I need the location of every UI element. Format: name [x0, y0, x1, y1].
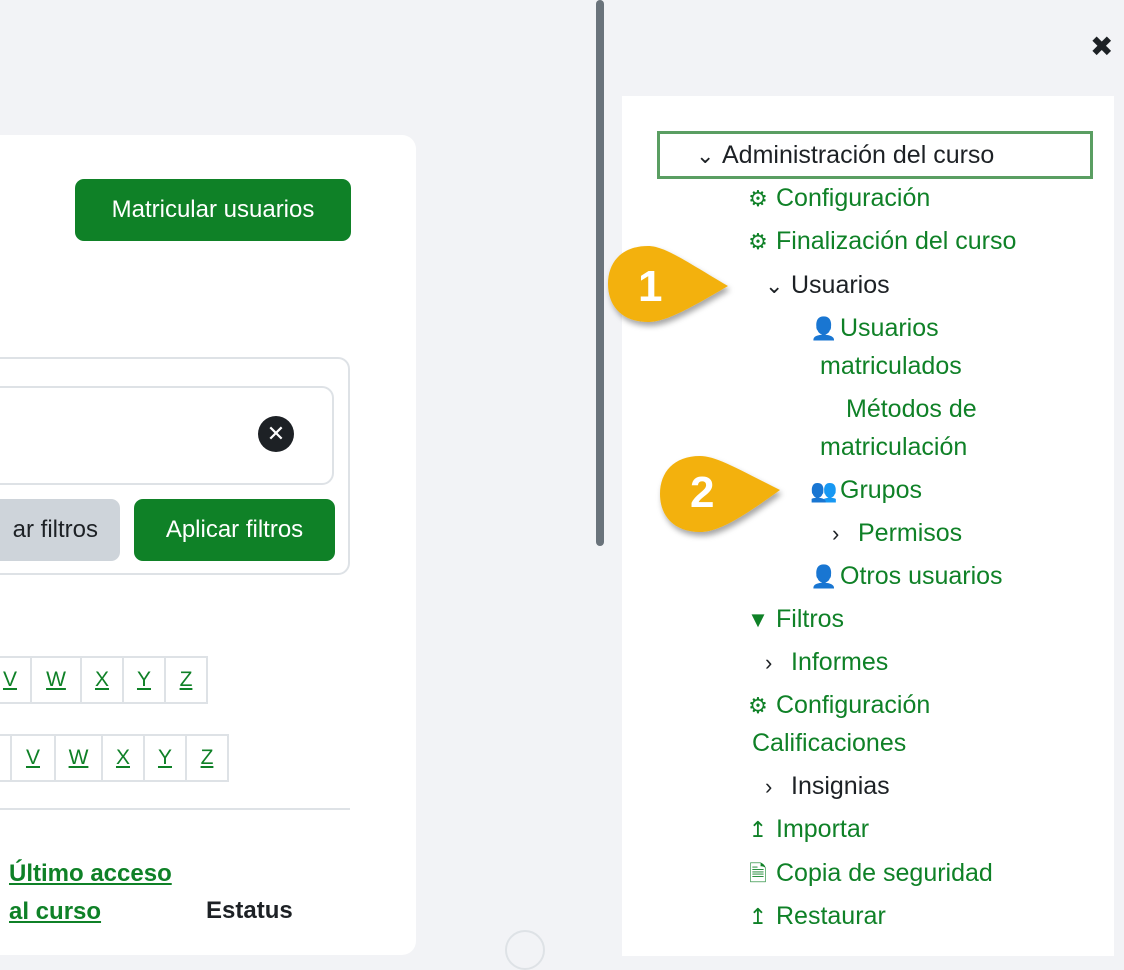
gear-icon: ⚙ — [748, 186, 768, 211]
tree-item-label: Configuración — [776, 691, 931, 719]
tree-item-label: Informes — [791, 648, 889, 676]
clear-filters-button[interactable]: ar filtros — [0, 499, 120, 561]
initial-letter[interactable]: X — [101, 734, 145, 782]
lastname-initials-bar — [0, 734, 229, 782]
tree-item-enrolled-users[interactable] — [810, 309, 939, 348]
tree-item-label: Finalización del curso — [776, 227, 1017, 255]
tree-item-label: Usuarios — [840, 314, 939, 342]
tree-item-settings[interactable] — [746, 179, 930, 218]
callout-number: 2 — [690, 468, 715, 517]
tree-item-permissions[interactable] — [832, 514, 962, 553]
drawer-header — [608, 0, 1124, 96]
initial-letter[interactable]: W — [54, 734, 103, 782]
user-plus-icon: 👤 — [810, 564, 838, 589]
tree-item-backup[interactable] — [746, 854, 993, 893]
tree-item-label: Grupos — [840, 476, 922, 504]
last-access-column-header[interactable] — [9, 855, 199, 931]
header-text: al curso — [9, 898, 102, 925]
chevron-down-icon: ⌄ — [765, 273, 784, 298]
user-plus-icon: 👤 — [810, 316, 838, 341]
chevron-right-icon: › — [832, 521, 840, 546]
tree-item-label: Otros usuarios — [840, 562, 1003, 590]
tree-item-label: Configuración — [776, 184, 931, 212]
callout-number: 1 — [638, 262, 663, 311]
tree-item-users[interactable] — [765, 266, 890, 305]
tree-item-label: Importar — [776, 815, 870, 843]
table-divider — [0, 808, 350, 810]
tree-item-label: Insignias — [791, 772, 890, 800]
enrol-users-button[interactable]: Matricular usuarios — [75, 179, 351, 241]
chevron-down-icon: ⌄ — [696, 143, 715, 168]
status-column-header: Estatus — [206, 897, 293, 924]
initial-letter[interactable]: V — [0, 656, 32, 704]
tree-item-enrol-methods[interactable]: Métodos de — [846, 395, 977, 423]
initial-letter[interactable]: X — [80, 656, 124, 704]
tree-item-course-completion[interactable] — [746, 222, 1016, 261]
clear-filter-icon[interactable]: ✕ — [258, 416, 294, 452]
level-up-icon: ↥ — [748, 904, 768, 929]
tree-item-import[interactable] — [746, 810, 869, 849]
firstname-initials-bar — [0, 656, 208, 704]
file-archive-icon: 🗎 — [749, 861, 767, 886]
tree-item-restore[interactable] — [746, 897, 886, 936]
tree-item-label: Usuarios — [791, 271, 890, 299]
users-group-icon: 👥 — [810, 478, 838, 503]
callout-arrow-1 — [600, 240, 740, 332]
initial-letter[interactable]: Z — [185, 734, 229, 782]
tree-item-label: Restaurar — [776, 902, 886, 930]
initial-letter[interactable]: W — [30, 656, 82, 704]
initial-letter[interactable]: V — [10, 734, 56, 782]
tree-item-label: Permisos — [858, 519, 963, 547]
tree-item-badges[interactable] — [765, 767, 890, 806]
tree-item-course-admin[interactable] — [696, 136, 994, 175]
level-up-icon: ↥ — [748, 817, 768, 842]
tree-item-label: Copia de seguridad — [776, 859, 993, 887]
initial-letter[interactable]: Z — [164, 656, 208, 704]
chevron-right-icon: › — [765, 774, 773, 799]
callout-arrow-2 — [652, 450, 792, 542]
filter-icon: ▼ — [747, 607, 769, 632]
initial-letter[interactable]: Y — [143, 734, 187, 782]
tree-item-filters[interactable] — [746, 600, 844, 639]
tree-item-label: Administración del curso — [722, 141, 995, 169]
tree-item-label-continued[interactable]: matriculados — [820, 352, 962, 380]
tree-item-label: Filtros — [776, 605, 845, 633]
tree-item-groups[interactable] — [810, 471, 922, 510]
gear-icon: ⚙ — [748, 229, 768, 254]
tree-item-gradebook-setup[interactable] — [746, 686, 930, 725]
tree-item-label-continued[interactable]: Calificaciones — [752, 729, 907, 757]
initial-letter[interactable]: Y — [122, 656, 166, 704]
apply-filters-button[interactable]: Aplicar filtros — [134, 499, 335, 561]
close-icon[interactable]: ✖ — [1090, 31, 1114, 62]
chevron-right-icon: › — [765, 650, 773, 675]
partial-control — [505, 930, 545, 970]
tree-item-reports[interactable] — [765, 643, 888, 682]
tree-item-other-users[interactable] — [810, 557, 1003, 596]
gear-icon: ⚙ — [748, 693, 768, 718]
tree-item-label-continued[interactable]: matriculación — [820, 433, 968, 461]
header-text: Último acceso — [9, 860, 172, 887]
